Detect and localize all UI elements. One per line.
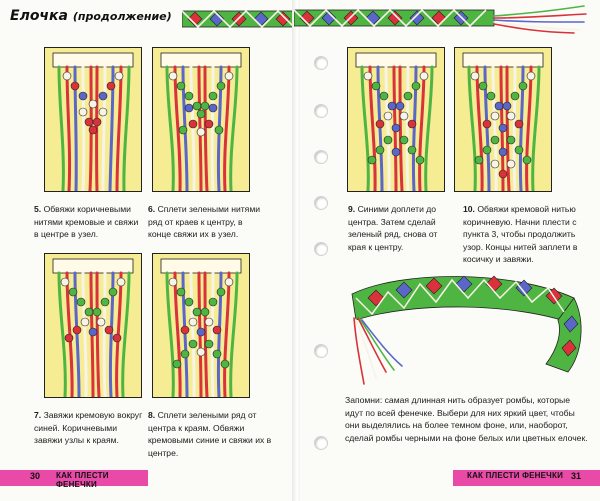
page-number-right: 31 — [571, 471, 582, 481]
step-10-illustration — [454, 47, 552, 192]
step-7-illustration — [44, 253, 142, 398]
step-8-illustration — [152, 253, 250, 398]
binder-hole-4 — [314, 196, 328, 210]
step-6-caption — [148, 203, 266, 241]
step-5-number: 5. — [34, 204, 42, 214]
step-5-text: Обвяжи коричневыми нитями кремовые и свяжи в центре в узел. — [34, 204, 139, 239]
step-6-text: Сплети зелеными нитями ряд от краев к центру, в конце свяжи их в узел. — [148, 204, 261, 239]
page-number-left: 30 — [30, 471, 41, 481]
step-5-illustration — [44, 47, 142, 192]
binder-hole-5 — [314, 242, 328, 256]
step-8-number: 8. — [148, 410, 156, 420]
title-subtitle: (продолжение) — [72, 10, 172, 23]
bracelet-strip-tassel-illustration — [294, 4, 594, 34]
step-6-illustration — [152, 47, 250, 192]
binder-hole-6 — [314, 344, 328, 358]
binder-hole-3 — [314, 150, 328, 164]
step-8-text: Сплети зелеными ряд от центра к краям. Обвяжи кремовыми синие и свяжи их в центре. — [148, 410, 272, 458]
step-10-text: Обвяжи кремовой нитью коричневую. Начни плести с пункта 3, чтобы продолжить узор. Концы нитей заплети в косичку и завяжи. — [463, 204, 578, 264]
footer-right — [453, 470, 600, 486]
step-9-illustration — [347, 47, 445, 192]
right-page — [300, 0, 600, 501]
remember-lead: Запомни: — [345, 395, 383, 405]
step-9-caption — [348, 203, 453, 253]
step-9-text: Синими доплети до центра. Затем сделай зеленый ряд, снова от края к центру. — [348, 204, 438, 252]
step-10-number: 10. — [463, 204, 475, 214]
left-page — [0, 0, 296, 501]
binder-hole-2 — [314, 104, 328, 118]
footer-label-right: КАК ПЛЕСТИ ФЕНЕЧКИ — [467, 471, 564, 480]
bracelet-strip-illustration — [182, 6, 300, 32]
title-main: Елочка — [10, 8, 68, 24]
remember-text: самая длинная нить образует ромбы, которые идут по всей фенечке. Выбери для них яркий цвет, чтобы они выделялись на более темном фоне, или, наоборот, сделай ромбы черными на фоне белых или цветных елочек. — [345, 395, 588, 443]
step-5-caption — [34, 203, 144, 241]
step-7-number: 7. — [34, 410, 42, 420]
bracelet-illustration — [342, 262, 587, 387]
step-9-number: 9. — [348, 204, 356, 214]
step-7-text: Завяжи кремовую вокруг синей. Коричневыми завяжи узлы к краям. — [34, 410, 143, 445]
binder-hole-7 — [314, 436, 328, 450]
binder-hole-1 — [314, 56, 328, 70]
step-6-number: 6. — [148, 204, 156, 214]
step-10-caption — [463, 203, 591, 266]
footer-left — [0, 470, 148, 489]
footer-label-left: КАК ПЛЕСТИ ФЕНЕЧКИ — [56, 471, 109, 489]
page-title — [10, 8, 172, 24]
step-8-caption — [148, 409, 272, 459]
remember-note — [345, 394, 590, 444]
step-7-caption — [34, 409, 144, 447]
